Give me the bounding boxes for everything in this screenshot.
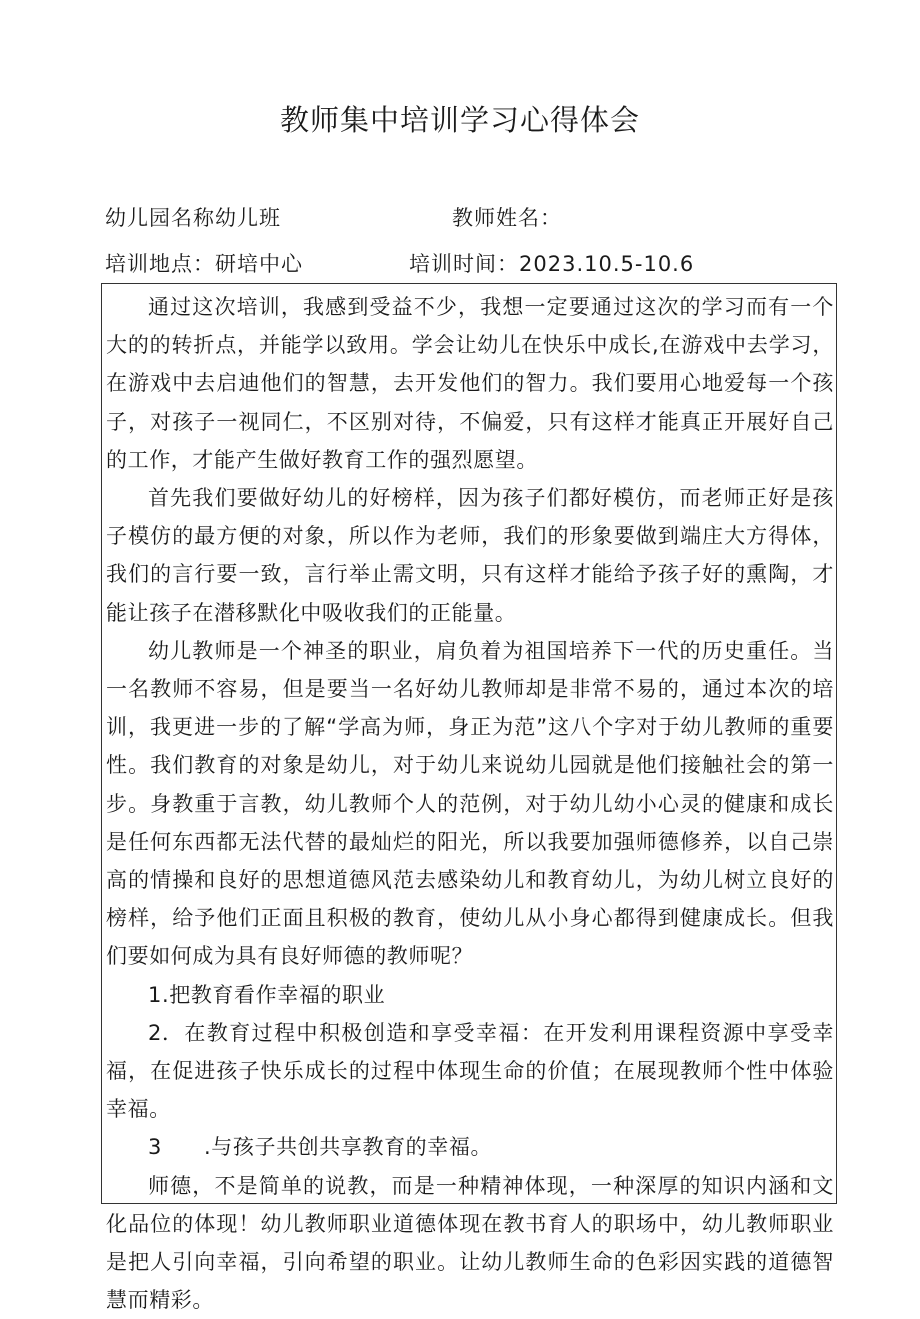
list-item-2: [106, 1014, 834, 1129]
training-time-value: 2023.10.5-10.6: [519, 252, 695, 276]
list-item-2-number: 2．: [148, 1020, 184, 1045]
list-item-3: [106, 1128, 834, 1166]
paragraph-4: 师德，不是简单的说教，而是一种精神体现，一种深厚的知识内涵和文化品位的体现！幼儿教师职业道德体现在教书育人的职场中，幼儿教师职业是把人引向幸福，引向希望的职业。让幼儿教师生命的色彩因实践的道德智慧而精彩。: [106, 1173, 834, 1313]
training-time: [409, 248, 694, 278]
list-item-2-text: 在教育过程中积极创造和享受幸福：在开发利用课程资源中享受幸福，在促进孩子快乐成长的过程中体现生命的价值；在展现教师个性中体验幸福。: [106, 1020, 834, 1122]
document-title: 教师集中培训学习心得体会: [279, 103, 640, 137]
reflection-content-box: [101, 283, 837, 1313]
training-location-label: 培训地点：: [105, 252, 215, 276]
kindergarten-name: 幼儿园名称幼儿班: [105, 206, 281, 230]
paragraph-2: 首先我们要做好幼儿的好榜样，因为孩子们都好模仿，而老师正好是孩子模仿的最方便的对象，所以作为老师，我们的形象要做到端庄大方得体，我们的言行要一致，言行举止需文明，只有这样才能给予孩子好的熏陶，才能让孩子在潜移默化中吸收我们的正能量。: [106, 486, 834, 625]
paragraph-1: 通过这次培训，我感到受益不少，我想一定要通过这次的学习而有一个大的的转折点，并能学以致用。学会让幼儿在快乐中成长,在游戏中去学习，在游戏中去启迪他们的智慧，去开发他们的智力。我们要用心地爱每一个孩子，对孩子一视同仁，不区别对待，不偏爱，只有这样才能真正开展好自己的工作，才能产生做好教育工作的强烈愿望。: [106, 295, 834, 472]
teacher-name-label: 教师姓名：: [452, 206, 562, 230]
list-item-1: 1.把教育看作幸福的职业: [148, 982, 386, 1007]
training-location: [105, 248, 303, 278]
training-location-value: 研培中心: [215, 252, 303, 276]
list-item-3-text: .与孩子共创共享教育的幸福。: [204, 1135, 493, 1160]
paragraph-3: 幼儿教师是一个神圣的职业，肩负着为祖国培养下一代的历史重任。当一名教师不容易，但是要当一名好幼儿教师却是非常不易的，通过本次的培训，我更进一步的了解“学高为师，身正为范”这八个字对于幼儿教师的重要性。我们教育的对象是幼儿，对于幼儿来说幼儿园就是他们接触社会的第一步。身教重于言教，幼儿教师个人的范例，对于幼儿幼小心灵的健康和成长是任何东西都无法代替的最灿烂的阳光，所以我要加强师德修养，以自己崇高的情操和良好的思想道德风范去感染幼儿和教育幼儿，为幼儿树立良好的榜样，给予他们正面且积极的教育，使幼儿从小身心都得到健康成长。但我们要如何成为具有良好师德的教师呢？: [106, 638, 834, 969]
list-item-3-number: 3: [148, 1135, 162, 1160]
training-time-label: 培训时间：: [409, 252, 519, 276]
